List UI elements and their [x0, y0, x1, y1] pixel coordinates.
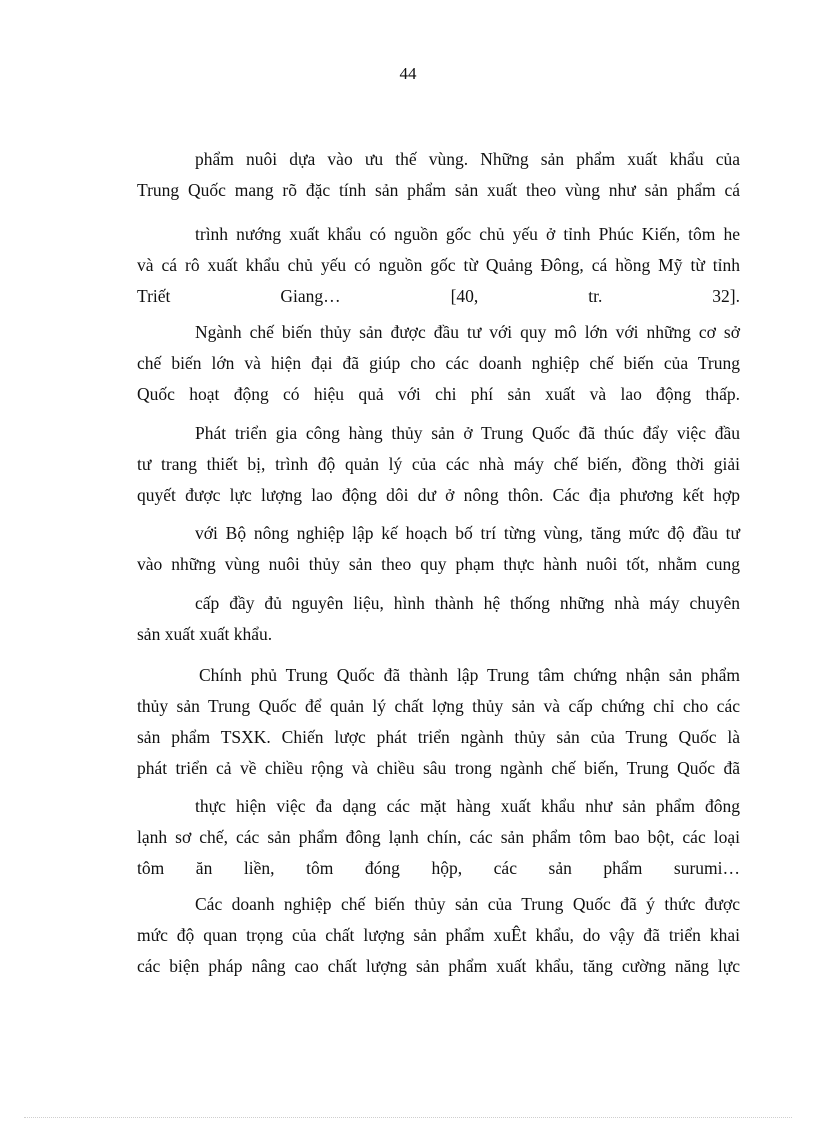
text-line: tôm ăn liền, tôm đóng hộp, các sản phẩm surumi…: [137, 858, 740, 878]
text-line: Triết Giang… [40, tr. 32].: [137, 286, 740, 306]
text-line: sản xuất xuất khẩu.: [137, 624, 273, 644]
text-line: thủy sản Trung Quốc để quản lý chất lợng thủy sản và cấp chứng chỉ cho các: [137, 696, 740, 716]
text-line: trình nướng xuất khẩu có nguồn gốc chủ yếu ở tỉnh Phúc Kiến, tôm he: [195, 224, 740, 244]
text-line: cấp đầy đủ nguyên liệu, hình thành hệ thống những nhà máy chuyên: [195, 593, 740, 613]
page-bottom-divider: [24, 1117, 792, 1118]
text-line: thực hiện việc đa dạng các mặt hàng xuất khẩu như sản phẩm đông: [195, 796, 740, 816]
text-line: Trung Quốc mang rõ đặc tính sản phẩm sản xuất theo vùng như sản phẩm cá: [137, 180, 740, 200]
text-line: sản phẩm TSXK. Chiến lược phát triển ngành thủy sản của Trung Quốc là: [137, 727, 740, 747]
text-line: các biện pháp nâng cao chất lượng sản phẩm xuất khẩu, tăng cường năng lực: [137, 956, 740, 976]
text-line: phát triển cả về chiều rộng và chiều sâu trong ngành chế biến, Trung Quốc đã: [137, 758, 740, 778]
text-line: phẩm nuôi dựa vào ưu thế vùng. Những sản phẩm xuất khẩu của: [195, 149, 740, 169]
text-line: quyết được lực lượng lao động dôi dư ở nông thôn. Các địa phương kết hợp: [137, 485, 740, 505]
text-line: mức độ quan trọng của chất lượng sản phẩm xuÊt khẩu, do vậy đã triển khai: [137, 925, 740, 945]
text-line: và cá rô xuất khẩu chủ yếu có nguồn gốc từ Quảng Đông, cá hồng Mỹ từ tỉnh: [137, 255, 740, 275]
text-line: Ngành chế biến thủy sản được đầu tư với quy mô lớn với những cơ sở: [195, 322, 740, 342]
text-line: vào những vùng nuôi thủy sản theo quy phạm thực hành nuôi tốt, nhằm cung: [137, 554, 740, 574]
text-line: lạnh sơ chế, các sản phẩm đông lạnh chín, các sản phẩm tôm bao bột, các loại: [137, 827, 740, 847]
text-line: Phát triển gia công hàng thủy sản ở Trung Quốc đã thúc đẩy việc đầu: [195, 423, 740, 443]
text-line: với Bộ nông nghiệp lập kế hoạch bố trí từng vùng, tăng mức độ đầu tư: [195, 523, 740, 543]
text-line: Các doanh nghiệp chế biến thủy sản của Trung Quốc đã ý thức được: [195, 894, 740, 914]
text-line: Chính phủ Trung Quốc đã thành lập Trung tâm chứng nhận sản phẩm: [199, 665, 740, 685]
text-line: Quốc hoạt động có hiệu quả với chi phí sản xuất và lao động thấp.: [137, 384, 740, 404]
text-line: chế biến lớn và hiện đại đã giúp cho các doanh nghiệp chế biến của Trung: [137, 353, 740, 373]
page-number: 44: [399, 64, 417, 83]
text-line: tư trang thiết bị, trình độ quản lý của các nhà máy chế biến, đồng thời giải: [137, 454, 740, 474]
